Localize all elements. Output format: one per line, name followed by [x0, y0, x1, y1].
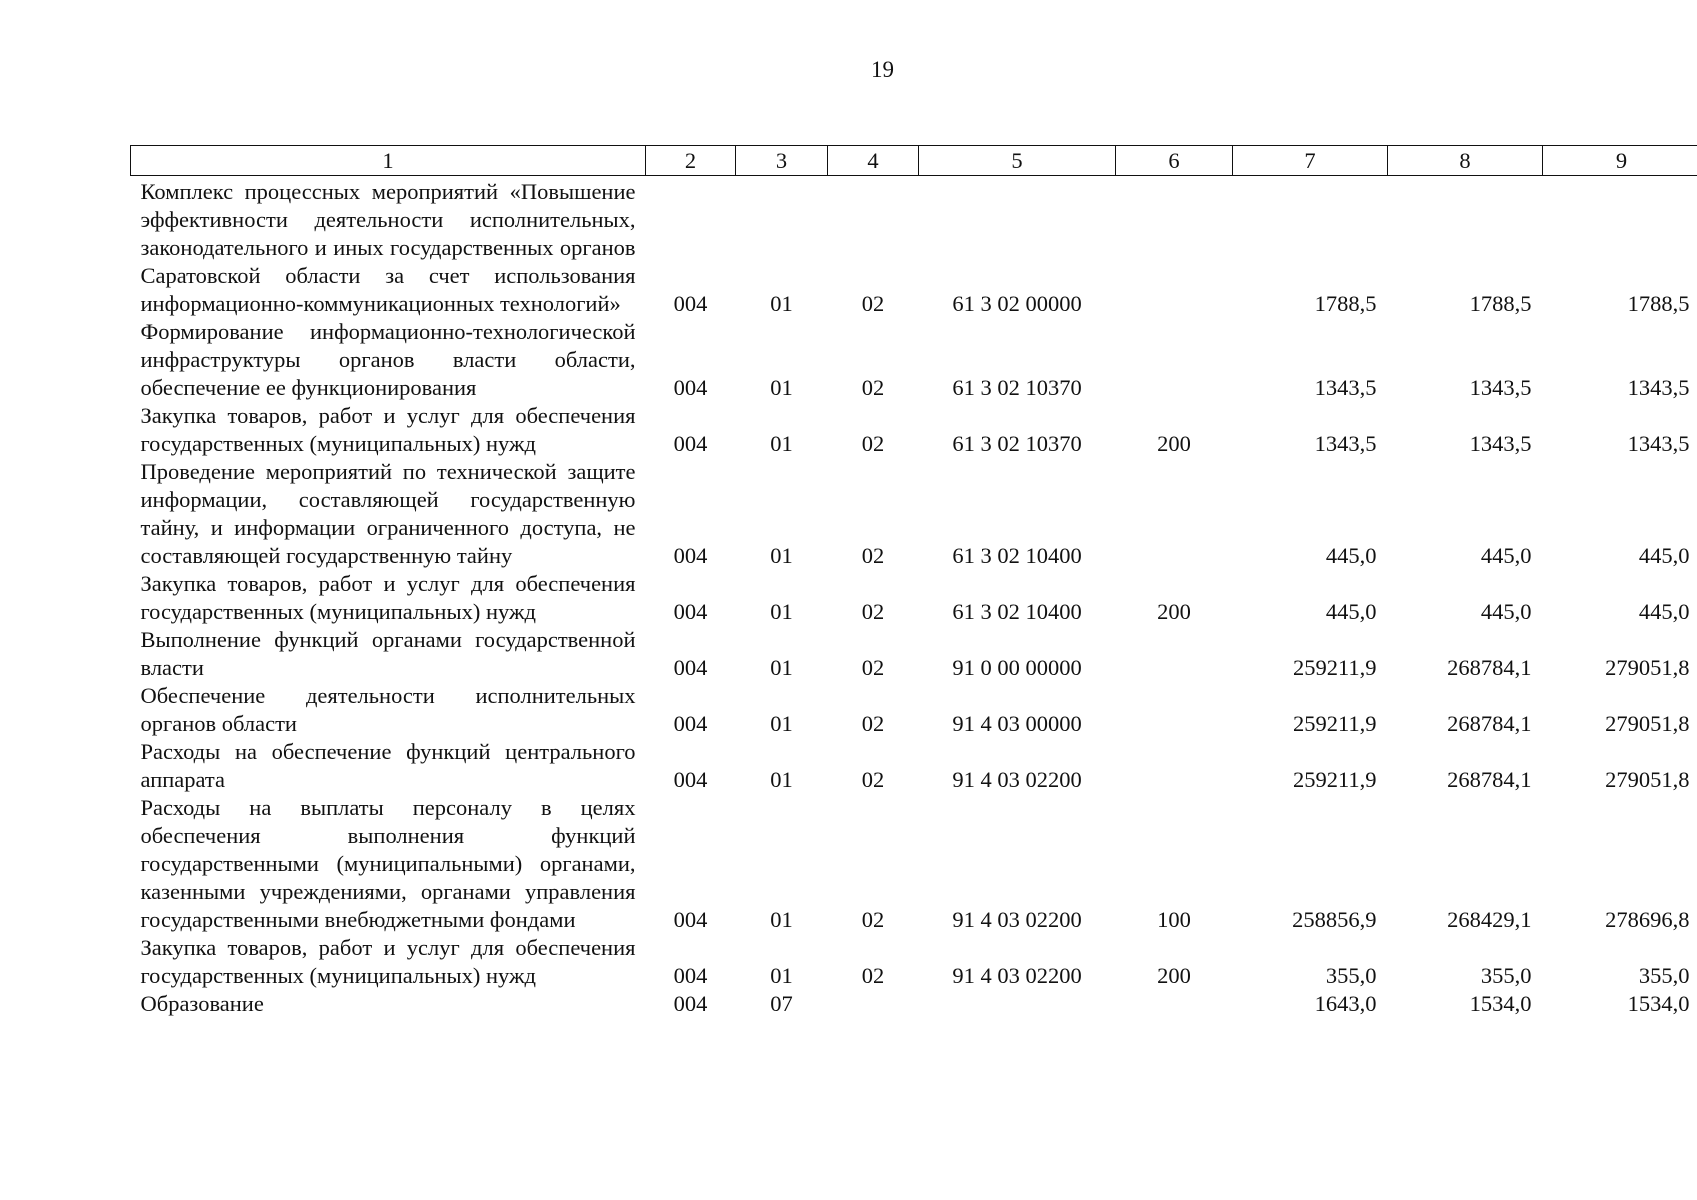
table-row	[131, 738, 1697, 794]
amount-year-3: 1534,0	[1627, 991, 1690, 1016]
amount-year-1: 1788,5	[1314, 291, 1377, 316]
amount-year-2: 445,0	[1480, 599, 1532, 624]
table-row	[131, 570, 1697, 626]
column-number: 1	[131, 146, 646, 176]
amount-year-1: 259211,9	[1292, 767, 1377, 792]
budget-table	[130, 145, 1697, 1018]
amount-year-3: 355,0	[1638, 963, 1690, 988]
amount-year-2: 1788,5	[1469, 291, 1532, 316]
subsection-code: 02	[861, 767, 885, 792]
amount-year-2: 268429,1	[1447, 907, 1532, 932]
amount-year-3: 278696,8	[1605, 907, 1690, 932]
section-code: 01	[770, 291, 793, 316]
expense-type-code: 100	[1157, 907, 1191, 932]
target-article-code: 61 3 02 10400	[952, 543, 1082, 568]
column-number: 6	[1116, 146, 1233, 176]
amount-year-1: 1343,5	[1314, 375, 1377, 400]
expense-name: Обеспечение деятельности исполнительных органов области	[140, 683, 636, 736]
expense-name: Расходы на обеспечение функций центрального аппарата	[140, 739, 636, 792]
column-number: 5	[919, 146, 1116, 176]
table-row	[131, 990, 1697, 1018]
expense-type-code	[1116, 176, 1233, 319]
section-code: 01	[770, 907, 793, 932]
table-row	[131, 934, 1697, 990]
amount-year-1: 259211,9	[1292, 711, 1377, 736]
amount-year-2: 1343,5	[1469, 431, 1532, 456]
target-article-code: 61 3 02 10400	[952, 599, 1082, 624]
expense-name: Формирование информационно-технологической инфраструктуры органов власти области, обеспечение ее функционирования	[140, 319, 636, 400]
expense-type-code	[1116, 318, 1233, 402]
amount-year-2: 268784,1	[1447, 711, 1532, 736]
expense-name: Закупка товаров, работ и услуг для обеспечения государственных (муниципальных) нужд	[140, 935, 636, 988]
table-row	[131, 794, 1697, 934]
amount-year-2: 1343,5	[1469, 375, 1532, 400]
department-code: 004	[673, 991, 708, 1016]
table-row	[131, 176, 1697, 319]
amount-year-1: 355,0	[1325, 963, 1377, 988]
expense-name: Расходы на выплаты персоналу в целях обеспечения выполнения функций государственными (муниципальными) органами, казенными учреждениями, органами управления государственными внебюджетными фондами	[140, 795, 636, 932]
expense-name: Комплекс процессных мероприятий «Повышение эффективности деятельности исполнительных, законодательного и иных государственных органов Саратовской области за счет использования информационно-коммуникационных технологий»	[140, 179, 636, 316]
section-code: 01	[770, 963, 793, 988]
target-article-code: 91 4 03 02200	[952, 907, 1082, 932]
amount-year-3: 279051,8	[1605, 711, 1690, 736]
amount-year-1: 1643,0	[1314, 991, 1377, 1016]
section-code: 01	[770, 543, 793, 568]
amount-year-2: 268784,1	[1447, 767, 1532, 792]
amount-year-3: 279051,8	[1605, 767, 1690, 792]
table-row	[131, 682, 1697, 738]
target-article-code: 91 4 03 02200	[952, 963, 1082, 988]
section-code: 07	[770, 991, 793, 1016]
subsection-code: 02	[861, 907, 885, 932]
expense-type-code: 200	[1157, 431, 1191, 456]
amount-year-1: 259211,9	[1292, 655, 1377, 680]
target-article-code: 61 3 02 00000	[952, 291, 1082, 316]
amount-year-3: 1788,5	[1627, 291, 1690, 316]
section-code: 01	[770, 431, 793, 456]
column-number: 2	[646, 146, 736, 176]
amount-year-2: 1534,0	[1469, 991, 1532, 1016]
department-code: 004	[673, 963, 708, 988]
amount-year-3: 445,0	[1638, 543, 1690, 568]
amount-year-3: 1343,5	[1627, 431, 1690, 456]
expense-name: Проведение мероприятий по технической защите информации, составляющей государственную тайну, и информации ограниченного доступа, не составляющей государственную тайну	[140, 459, 636, 568]
subsection-code: 02	[861, 711, 885, 736]
page-number: 19	[871, 57, 894, 82]
target-article-code: 91 4 03 02200	[952, 767, 1082, 792]
subsection-code: 02	[861, 599, 885, 624]
subsection-code: 02	[861, 963, 885, 988]
department-code: 004	[673, 375, 708, 400]
expense-type-code: 200	[1157, 599, 1191, 624]
amount-year-1: 445,0	[1325, 543, 1377, 568]
column-number: 9	[1543, 146, 1697, 176]
subsection-code: 02	[861, 375, 885, 400]
department-code: 004	[673, 711, 708, 736]
department-code: 004	[673, 543, 708, 568]
subsection-code: 02	[861, 655, 885, 680]
column-number: 3	[736, 146, 828, 176]
column-number-row	[131, 146, 1697, 176]
expense-type-code	[1116, 682, 1233, 738]
amount-year-2: 445,0	[1480, 543, 1532, 568]
department-code: 004	[673, 431, 708, 456]
amount-year-1: 445,0	[1325, 599, 1377, 624]
section-code: 01	[770, 599, 793, 624]
amount-year-2: 268784,1	[1447, 655, 1532, 680]
column-number: 8	[1388, 146, 1543, 176]
table-row	[131, 318, 1697, 402]
amount-year-2: 355,0	[1480, 963, 1532, 988]
section-code: 01	[770, 375, 793, 400]
target-article-code: 61 3 02 10370	[952, 375, 1082, 400]
subsection-code	[828, 990, 919, 1018]
section-code: 01	[770, 711, 793, 736]
expense-type-code	[1116, 990, 1233, 1018]
department-code: 004	[673, 599, 708, 624]
subsection-code: 02	[861, 543, 885, 568]
department-code: 004	[673, 291, 708, 316]
expense-type-code: 200	[1157, 963, 1191, 988]
target-article-code	[919, 990, 1116, 1018]
department-code: 004	[673, 907, 708, 932]
amount-year-1: 258856,9	[1292, 907, 1377, 932]
expense-type-code	[1116, 626, 1233, 682]
amount-year-1: 1343,5	[1314, 431, 1377, 456]
target-article-code: 61 3 02 10370	[952, 431, 1082, 456]
table-row	[131, 626, 1697, 682]
amount-year-3: 1343,5	[1627, 375, 1690, 400]
section-code: 01	[770, 655, 793, 680]
expense-name: Выполнение функций органами государственной власти	[140, 627, 636, 680]
column-number: 7	[1233, 146, 1388, 176]
amount-year-3: 445,0	[1638, 599, 1690, 624]
expense-name: Закупка товаров, работ и услуг для обеспечения государственных (муниципальных) нужд	[140, 403, 636, 456]
subsection-code: 02	[861, 291, 885, 316]
target-article-code: 91 4 03 00000	[952, 711, 1082, 736]
expense-name: Закупка товаров, работ и услуг для обеспечения государственных (муниципальных) нужд	[140, 571, 636, 624]
column-number: 4	[828, 146, 919, 176]
department-code: 004	[673, 767, 708, 792]
subsection-code: 02	[861, 431, 885, 456]
table-row	[131, 402, 1697, 458]
expense-type-code	[1116, 738, 1233, 794]
target-article-code: 91 0 00 00000	[952, 655, 1082, 680]
expense-name: Образование	[140, 991, 264, 1016]
section-code: 01	[770, 767, 793, 792]
amount-year-3: 279051,8	[1605, 655, 1690, 680]
table-row	[131, 458, 1697, 570]
department-code: 004	[673, 655, 708, 680]
expense-type-code	[1116, 458, 1233, 570]
